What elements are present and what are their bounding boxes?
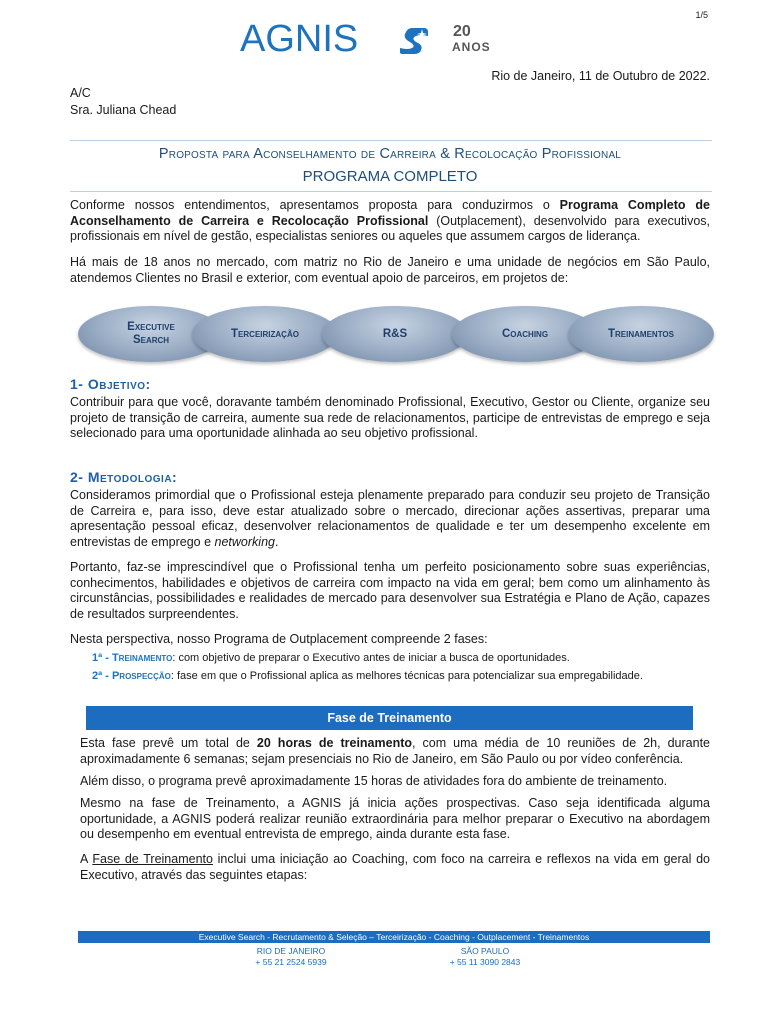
recipient-ac: A/C bbox=[70, 86, 91, 100]
service-executive-search: Executive Search bbox=[78, 306, 224, 362]
recipient-name: Sra. Juliana Chead bbox=[70, 103, 177, 117]
dateline: Rio de Janeiro, 11 de Outubro de 2022. bbox=[491, 69, 710, 83]
agnis-logo bbox=[240, 18, 530, 66]
metodologia-paragraph-1: Consideramos primordial que o Profissional esteja plenamente preparado para conduzir seu projeto de Transição de Carreira e, para isso, deve estar atualizado sobre o mercado, direcionar ações assertivas, preparar uma apresentação pessoal eficaz, desenvolver relacionamentos de qualidade e ter um desempenho excelente em entrevistas de emprego e networking. bbox=[70, 488, 710, 549]
section-heading-objetivo: 1- Objetivo: bbox=[70, 376, 151, 392]
footer-sp-city: SÃO PAULO bbox=[460, 946, 510, 956]
phase-2-item: 2ª - Prospecção: fase em que o Profissional aplica as melhores técnicas para potencializar sua empregabilidade. bbox=[92, 670, 643, 682]
services-banner bbox=[78, 302, 698, 366]
title-rule-bottom bbox=[70, 191, 712, 192]
fase-paragraph-3: Mesmo na fase de Treinamento, a AGNIS já inicia ações prospectivas. Caso seja identificada alguma oportunidade, a AGNIS poderá realizar reunião extraordinária para melhor preparar o Executivo na abordagem ou desempenho em eventual entrevista de emprego, ainda durante esta fase. bbox=[80, 796, 710, 841]
logo-wordmark: AGNIS bbox=[240, 18, 359, 60]
service-terceirizacao: Terceirização bbox=[192, 306, 338, 362]
service-rs: R&S bbox=[322, 306, 468, 362]
agnis-s-icon bbox=[398, 26, 430, 56]
footer-sp bbox=[430, 946, 540, 968]
objetivo-text: Contribuir para que você, doravante também denominado Profissional, Executivo, Gestor ou Cliente, organize seu projeto de transição de carreira, aumente sua rede de relacionamentos, participe de entrevistas de emprego e seja selecionado para uma oportunidade alinhada ao seu objetivo profissional. bbox=[70, 395, 710, 440]
footer-services-bar: Executive Search - Recrutamento & Seleção – Terceirização - Coaching - Outplacement - Treinamentos bbox=[78, 931, 710, 943]
logo-years: 20 bbox=[453, 23, 471, 40]
footer-rio-phone: + 55 21 2524 5939 bbox=[255, 957, 327, 967]
section-heading-metodologia: 2- Metodologia: bbox=[70, 469, 178, 485]
recipient-block bbox=[70, 85, 176, 119]
fase-treinamento-bar: Fase de Treinamento bbox=[86, 706, 693, 730]
footer-rio-city: RIO DE JANEIRO bbox=[256, 946, 326, 956]
phase-1-item: 1ª - Treinamento: com objetivo de preparar o Executivo antes de iniciar a busca de oportunidades. bbox=[92, 652, 570, 664]
intro-paragraph-1: Conforme nossos entendimentos, apresentamos proposta para conduzirmos o Programa Completo de Aconselhamento de Carreira e Recolocação Profissional (Outplacement), desenvolvido para executivos, profissionais em nível de gestão, especialistas seniores ou aqueles que assumem cargos de liderança. bbox=[70, 198, 711, 243]
proposal-subtitle: PROGRAMA COMPLETO bbox=[302, 168, 478, 185]
metodologia-paragraph-3: Nesta perspectiva, nosso Programa de Outplacement compreende 2 fases: bbox=[70, 632, 488, 646]
fase-paragraph-2: Além disso, o programa prevê aproximadamente 15 horas de atividades fora do ambiente de treinamento. bbox=[80, 774, 668, 788]
fase-paragraph-4: A Fase de Treinamento inclui uma iniciação ao Coaching, com foco na carreira e reflexos na vida em geral do Executivo, através das seguintes etapas: bbox=[80, 852, 710, 882]
fase-paragraph-1: Esta fase prevê um total de 20 horas de treinamento, com uma média de 10 reuniões de 2h, durante aproximadamente 6 semanas; sejam presenciais no Rio de Janeiro, em São Paulo ou por vídeo conferência. bbox=[80, 736, 710, 766]
title-rule-top bbox=[70, 140, 712, 141]
service-treinamentos: Treinamentos bbox=[568, 306, 714, 362]
metodologia-paragraph-2: Portanto, faz-se imprescindível que o Profissional tenha um perfeito posicionamento sobre suas experiências, conhecimentos, habilidades e objetivos de carreira com impacto na vida em geral; bem como um alinhamento às circunstâncias, possibilidades e realidades de mercado para desenvolver sua Estratégia e Plano de Ação, capazes de resultados surpreendentes. bbox=[70, 560, 710, 621]
intro-paragraph-2: Há mais de 18 anos no mercado, com matriz no Rio de Janeiro e uma unidade de negócios em São Paulo, atendemos Clientes no Brasil e exterior, com eventual apoio de parceiros, em projetos de: bbox=[70, 255, 710, 285]
footer-sp-phone: + 55 11 3090 2843 bbox=[449, 957, 521, 967]
phase-2-label: 2ª - Prospecção bbox=[92, 670, 171, 682]
footer-rio bbox=[236, 946, 346, 968]
page-number: 1/5 bbox=[695, 10, 708, 20]
phase-1-label: 1ª - Treinamento bbox=[92, 652, 173, 664]
proposal-title: Proposta para Aconselhamento de Carreira & Recolocação Profissional bbox=[158, 146, 622, 162]
service-coaching: Coaching bbox=[452, 306, 598, 362]
logo-anos: ANOS bbox=[452, 40, 491, 54]
